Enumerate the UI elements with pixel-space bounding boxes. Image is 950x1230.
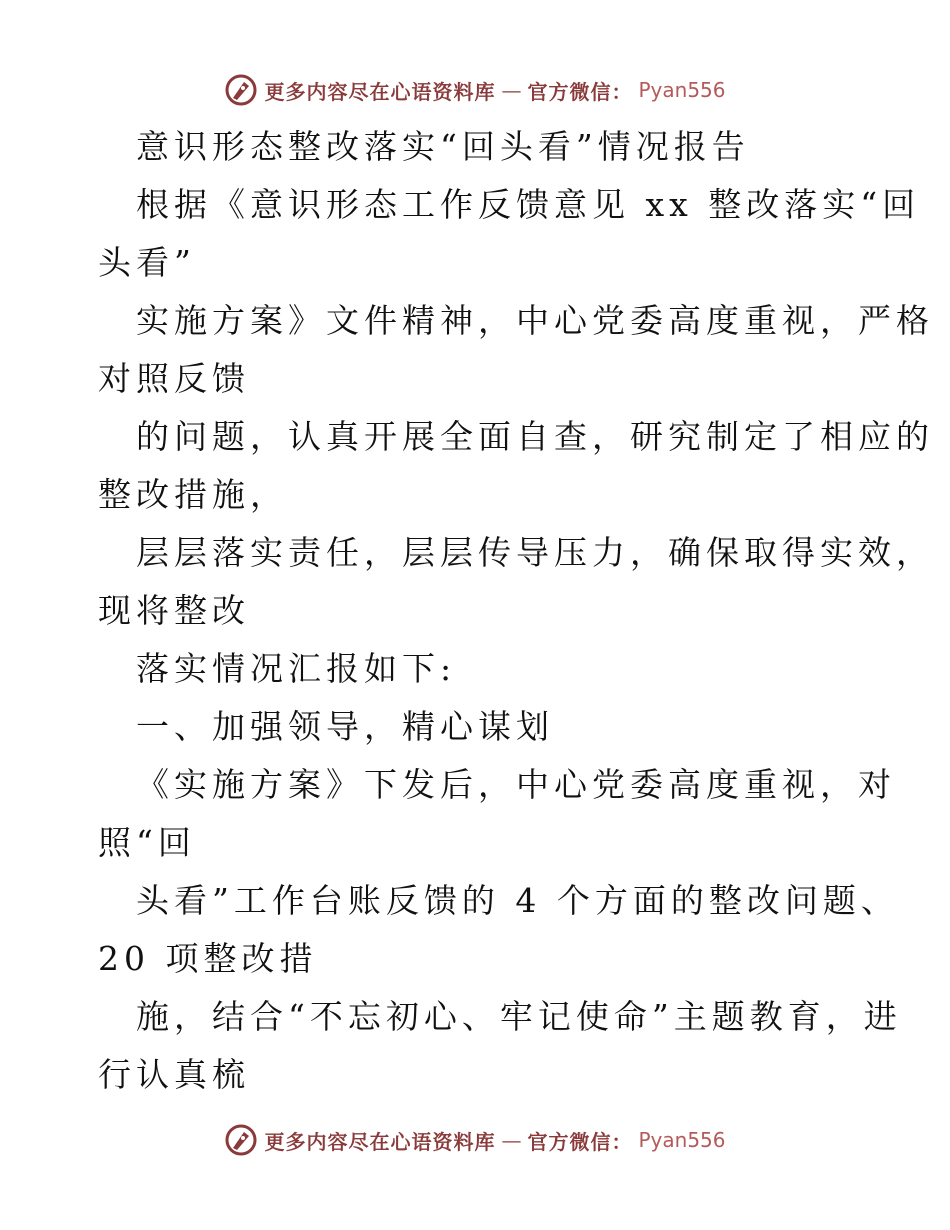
- pen-nib-logo-icon: [224, 1123, 258, 1157]
- paragraph-line: 对照反馈: [98, 359, 250, 398]
- watermark-separator: —: [501, 78, 522, 102]
- watermark-text: 更多内容尽在心语资料库: [264, 1129, 496, 1154]
- paragraph-line: 现将整改: [98, 591, 250, 630]
- paragraph-line: 实施方案》文件精神，中心党委高度重视，严格: [136, 301, 934, 340]
- watermark-separator: —: [501, 1128, 522, 1152]
- paragraph-line: 根据《意识形态工作反馈意见 xx 整改落实“回: [136, 185, 921, 224]
- watermark-wechat-id: Pyan556: [638, 1128, 726, 1152]
- paragraph-line: 《实施方案》下发后，中心党委高度重视，对: [136, 765, 896, 804]
- document-body: [98, 118, 934, 1104]
- paragraph-line: 行认真梳: [98, 1055, 250, 1094]
- watermark-wechat-label: 官方微信：: [527, 1129, 633, 1154]
- watermark-wechat-label: 官方微信：: [527, 79, 633, 104]
- paragraph-line: 层层落实责任，层层传导压力，确保取得实效，: [136, 533, 934, 572]
- watermark-footer: [0, 1120, 950, 1160]
- watermark-header: [0, 70, 950, 110]
- paragraph-line: 照“回: [98, 823, 196, 862]
- section-heading: 一、加强领导，精心谋划: [136, 707, 554, 746]
- paragraph-line: 20 项整改措: [98, 939, 318, 978]
- paragraph-line: 头看”工作台账反馈的 4 个方面的整改问题、: [136, 881, 899, 920]
- paragraph-line: 整改措施，: [98, 475, 288, 514]
- pen-nib-logo-icon: [224, 73, 258, 107]
- watermark-wechat-id: Pyan556: [638, 78, 726, 102]
- paragraph-line: 头看”: [98, 243, 196, 282]
- paragraph-line: 落实情况汇报如下:: [136, 649, 457, 688]
- paragraph-line: 施，结合“不忘初心、牢记使命”主题教育，进: [136, 997, 902, 1036]
- document-title: 意识形态整改落实“回头看”情况报告: [136, 127, 750, 166]
- paragraph-line: 的问题，认真开展全面自查，研究制定了相应的: [136, 417, 934, 456]
- watermark-text: 更多内容尽在心语资料库: [264, 79, 496, 104]
